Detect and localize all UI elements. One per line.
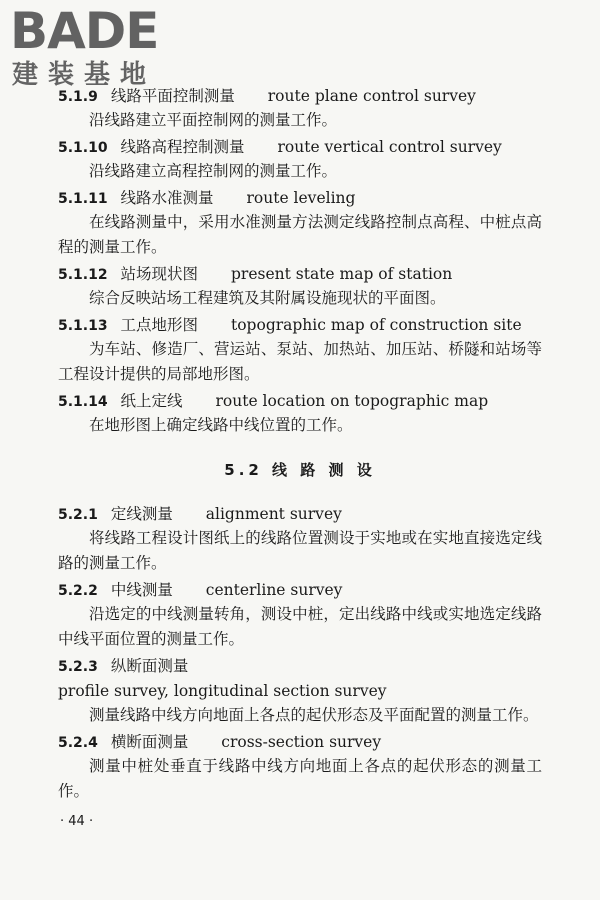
term-english: route vertical control survey (277, 138, 502, 156)
term-entry (58, 313, 542, 387)
term-chinese: 工点地形图 (120, 316, 199, 334)
term-chinese: 线路平面控制测量 (110, 87, 235, 105)
term-number: 5.2.2 (58, 583, 98, 599)
term-chinese: 纸上定线 (120, 392, 183, 410)
term-heading (58, 186, 542, 210)
term-heading (58, 730, 542, 754)
term-english: centerline survey (205, 581, 343, 599)
term-chinese: 纵断面测量 (110, 657, 189, 675)
term-english: route leveling (246, 189, 356, 207)
term-english: route plane control survey (267, 87, 476, 105)
term-entry (58, 502, 542, 576)
term-number: 5.1.14 (58, 394, 108, 410)
page-number: · 44 · (60, 814, 94, 829)
term-number: 5.1.13 (58, 318, 108, 334)
term-entry (58, 262, 542, 311)
term-english: present state map of station (231, 265, 453, 283)
term-definition: 沿线路建立平面控制网的测量工作。 (89, 111, 338, 129)
term-number: 5.1.11 (58, 191, 108, 207)
term-number: 5.1.12 (58, 267, 108, 283)
page-content (58, 84, 542, 806)
term-number: 5.2.4 (58, 735, 98, 751)
term-number: 5.1.9 (58, 89, 98, 105)
term-definition: 在地形图上确定线路中线位置的工作。 (89, 416, 353, 434)
term-chinese: 中线测量 (110, 581, 173, 599)
term-entry (58, 730, 542, 804)
term-definition: 将线路工程设计图纸上的线路位置测设于实地或在实地直接选定线路的测量工作。 (58, 529, 542, 572)
logo (10, 4, 180, 96)
section-heading: 5.2 线 路 测 设 (224, 461, 376, 479)
term-english: topographic map of construction site (231, 316, 522, 334)
term-entry (58, 654, 542, 728)
logo-subtitle: 建装基地 (12, 60, 157, 90)
term-entry (58, 186, 542, 260)
term-heading (58, 502, 542, 526)
term-heading (58, 262, 542, 286)
term-heading (58, 135, 542, 159)
term-definition: 在线路测量中，采用水准测量方法测定线路控制点高程、中桩点高程的测量工作。 (58, 213, 542, 256)
term-english: route location on topographic map (215, 392, 489, 410)
term-english: alignment survey (205, 505, 342, 523)
term-english: cross-section survey (221, 733, 382, 751)
term-chinese: 线路水准测量 (120, 189, 214, 207)
term-entry (58, 578, 542, 652)
term-chinese: 线路高程控制测量 (120, 138, 245, 156)
term-definition: 测量线路中线方向地面上各点的起伏形态及平面配置的测量工作。 (89, 706, 539, 724)
term-chinese: 定线测量 (110, 505, 173, 523)
term-entry (58, 135, 542, 184)
term-heading (58, 313, 542, 337)
term-definition: 为车站、修造厂、营运站、泵站、加热站、加压站、桥隧和站场等工程设计提供的局部地形图。 (58, 340, 542, 383)
term-heading (58, 84, 542, 108)
term-heading (58, 654, 542, 703)
term-definition: 测量中桩处垂直于线路中线方向地面上各点的起伏形态的测量工作。 (58, 757, 542, 800)
term-entry (58, 389, 542, 438)
term-definition: 综合反映站场工程建筑及其附属设施现状的平面图。 (89, 289, 446, 307)
term-heading (58, 389, 542, 413)
term-chinese: 横断面测量 (110, 733, 189, 751)
term-number: 5.2.1 (58, 507, 98, 523)
term-heading (58, 578, 542, 602)
term-definition: 沿线路建立高程控制网的测量工作。 (89, 162, 338, 180)
term-definition: 沿选定的中线测量转角，测设中桩，定出线路中线或实地选定线路中线平面位置的测量工作。 (58, 605, 542, 648)
term-chinese: 站场现状图 (120, 265, 199, 283)
term-number: 5.1.10 (58, 140, 108, 156)
term-number: 5.2.3 (58, 659, 98, 675)
term-english: profile survey, longitudinal section survey (58, 682, 387, 700)
logo-wordmark: BADE (10, 2, 159, 60)
term-entry (58, 84, 542, 133)
